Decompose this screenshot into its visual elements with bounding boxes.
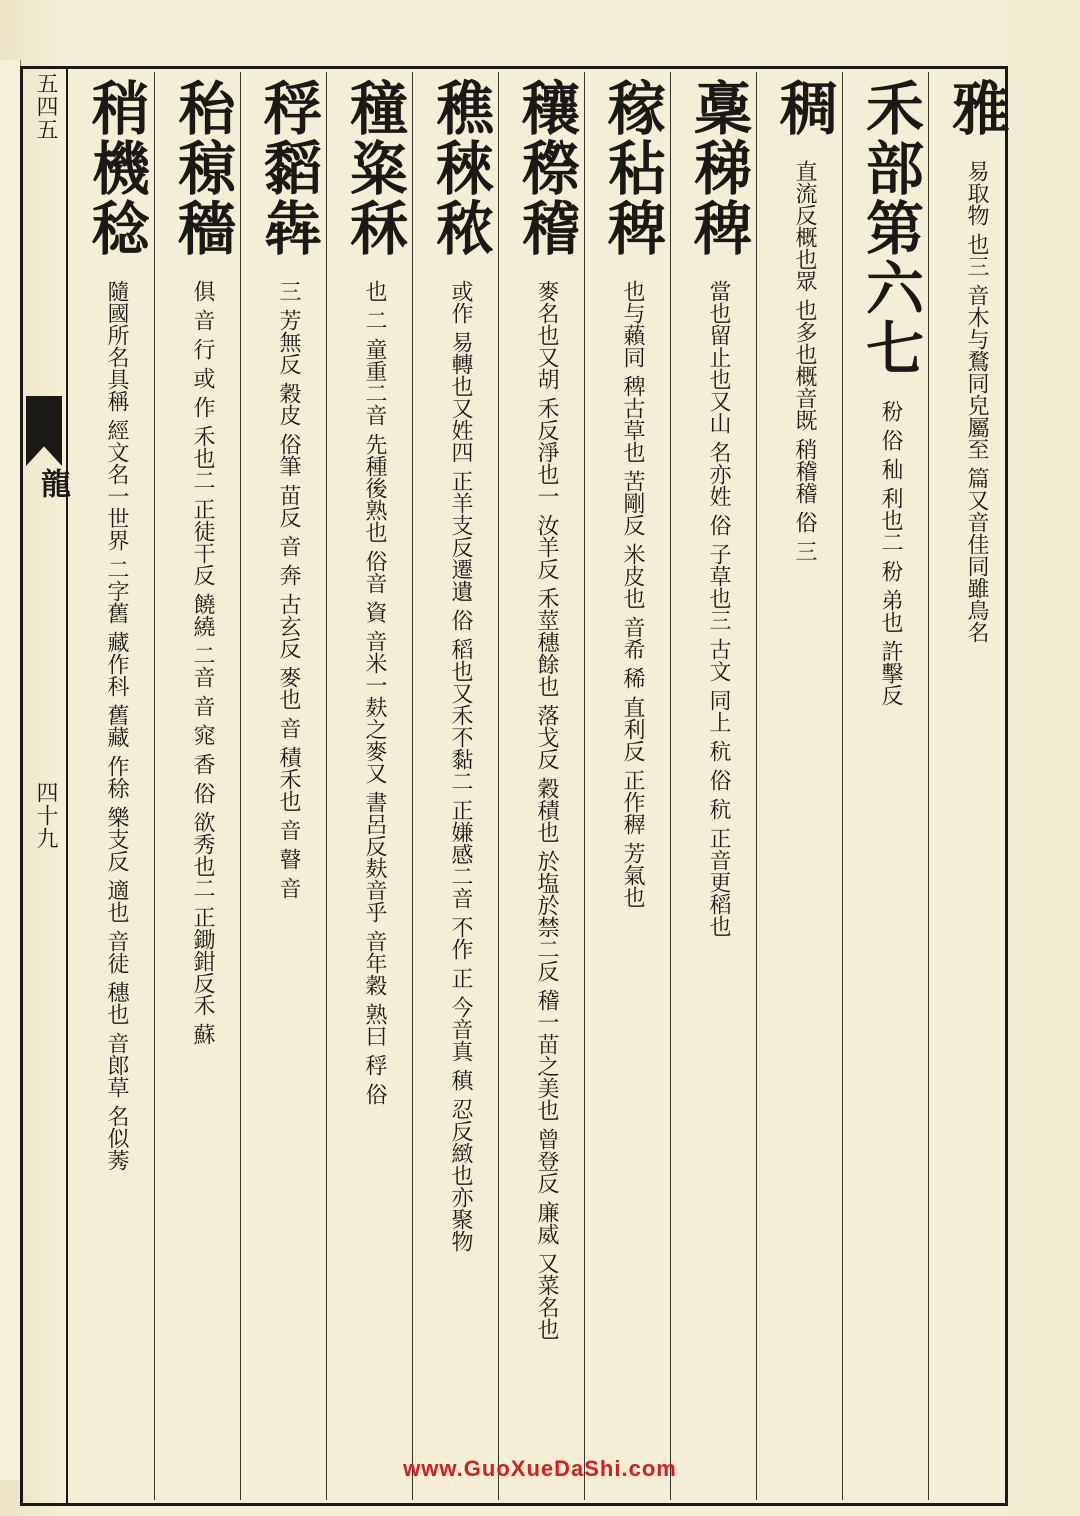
text-column-4 [672, 78, 764, 1498]
text-column-3 [758, 78, 850, 1498]
annotation: 秎 俗 秈 利也二 秎 弟也 許擊反 [878, 400, 903, 707]
annotation: 隨國所名具稱 經文名一世界 二字舊 藏作科 舊藏 作稌 樂支反 適也 音徒 穗也 音郎草 名似莠 [104, 280, 129, 1172]
headword: 稠 [770, 78, 838, 138]
folio-mark-label: 龍 [35, 468, 70, 498]
watermark-url: www.GuoXueDaShi.com [403, 1456, 677, 1481]
annotation: 也 二 童重二音 先種後熟也 俗音 資 音米一麸之麥又 書呂反麸音乎 音年穀 熟曰 稃 俗 [362, 280, 387, 1106]
text-column-10 [156, 78, 248, 1498]
headword: 穜粢秝 [340, 78, 408, 258]
annotation: 三 芳無反 穀皮 俗筆 苗反 音 奔 古玄反 麥也 音 積禾也 音 瞽 音 [276, 280, 301, 900]
annotation: 易取物 也三 音木与鶩同皃屬至 篇又音佳同雖鳥名 [964, 160, 989, 644]
headword: 稼秥稗 [598, 78, 666, 258]
headword: 稃䵚犇 [254, 78, 322, 258]
annotation: 直流反概也眾 也多也概音既 稍稽稽 俗 三 [792, 160, 817, 563]
text-column-2 [844, 78, 936, 1498]
text-column-11 [70, 78, 162, 1498]
text-column-8 [328, 78, 420, 1498]
text-column-7 [414, 78, 506, 1498]
text-column-1 [930, 78, 1022, 1498]
annotation: 或作 易轉也又姓四 正羊支反遷遺 俗 稻也又禾不黏二 正嫌感二音 不作 正 今音真 稹 忍反緻也亦聚物 [448, 280, 473, 1253]
headword: 穰穄稽 [512, 78, 580, 258]
folio-strip [20, 66, 68, 1506]
text-body [68, 72, 1010, 1500]
folio-upper-text: 五四五 [33, 72, 58, 141]
previous-page-edge [0, 60, 21, 1480]
headword: 穛䅘秾 [426, 78, 494, 258]
page-number: 四十九 [33, 781, 58, 850]
right-margin [1012, 0, 1080, 1516]
headword: 雅 [942, 78, 1010, 138]
headword: 秮䅫穡 [168, 78, 236, 258]
annotation: 當也留止也又山 名亦姓 俗 子草也三 古文 同上 秔 俗 秔 正音更稻也 [706, 280, 731, 938]
headword: 稍機稔 [82, 78, 150, 258]
section-heading: 禾部第六七 [856, 78, 924, 378]
annotation: 也与藾同 稗古草也 苦剛反 米皮也 音希 稀 直利反 正作稺 芳氣也 [620, 280, 645, 909]
text-column-6 [500, 78, 592, 1498]
annotation: 俱 音 行 或 作 禾也二 正徒干反 饒繞 二音 音 窕 香 俗 欲秀也二 正鋤鉗反禾 蘇 [190, 280, 215, 1046]
text-column-9 [242, 78, 334, 1498]
annotation: 麥名也又胡 禾反淨也一 汝羊反 禾莖穗餘也 落戈反 穀積也 於塩於禁二反 稽一苗之美也 曾登反 廉威 又菜名也 [534, 280, 559, 1341]
headword: 稾稊稗 [684, 78, 752, 258]
text-column-5 [586, 78, 678, 1498]
fishtail-mark-icon [26, 396, 62, 466]
